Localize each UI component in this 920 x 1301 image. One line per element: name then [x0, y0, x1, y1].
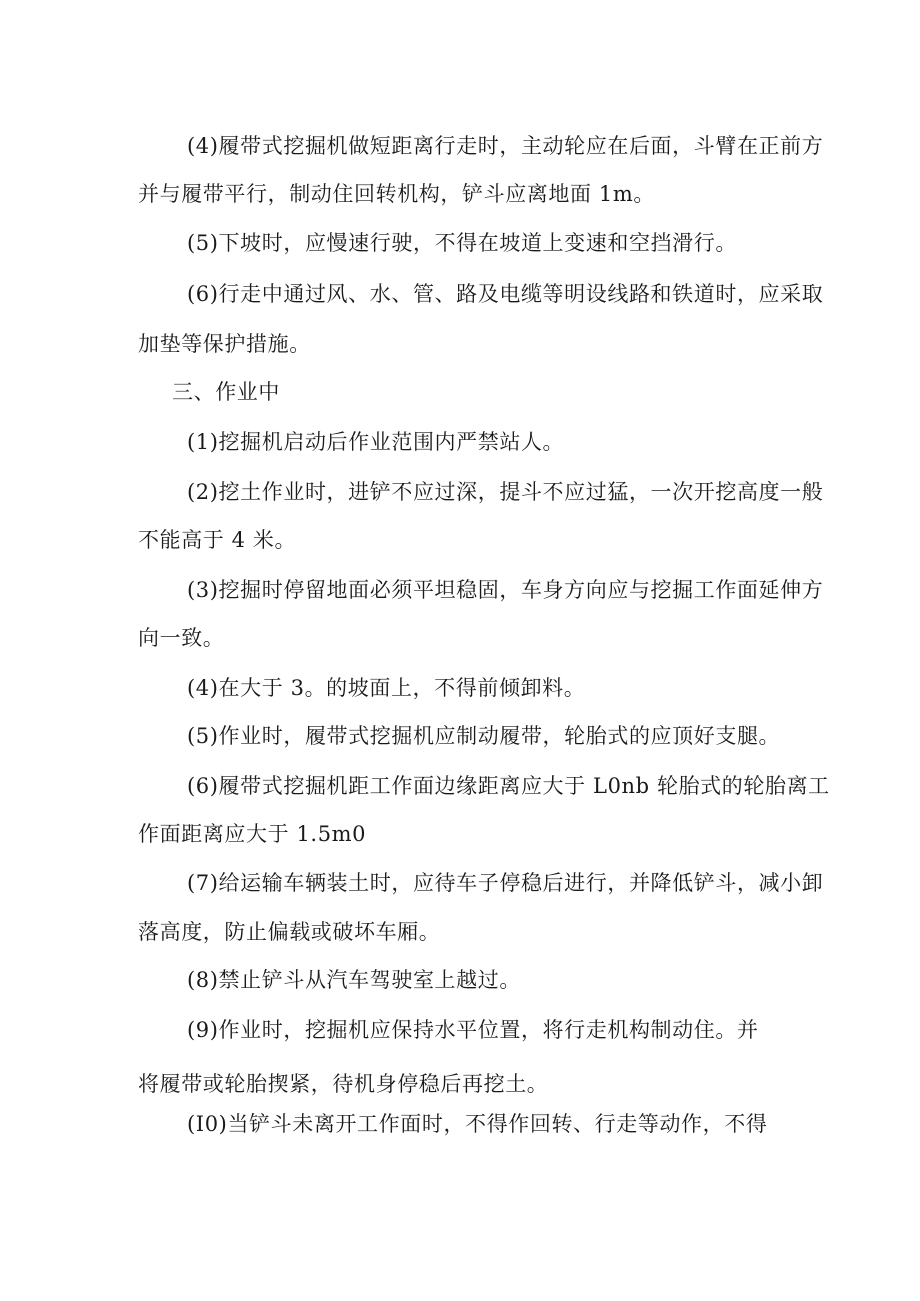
paragraph-line: (6)行走中通过风、水、管、路及电缆等明设线路和铁道时，应采取	[187, 282, 824, 306]
paragraph-line: 将履带或轮胎揳紧，待机身停稳后再挖土。	[138, 1072, 549, 1096]
paragraph-line: (2)挖土作业时，进铲不应过深，提斗不应过猛，一次开挖高度一般	[187, 480, 824, 504]
paragraph-line: (3)挖掘时停留地面必须平坦稳固，车身方向应与挖掘工作面延伸方	[187, 578, 824, 602]
paragraph-line: (8)禁止铲斗从汽车驾驶室上越过。	[187, 968, 521, 992]
paragraph-line: 不能高于 4 米。	[138, 528, 297, 552]
paragraph-line: (9)作业时，挖掘机应保持水平位置，将行走机构制动住。并	[187, 1018, 759, 1042]
paragraph-line: (4)履带式挖掘机做短距离行走时，主动轮应在后面，斗臂在正前方	[187, 134, 824, 158]
paragraph-line: (5)下坡时，应慢速行驶，不得在坡道上变速和空挡滑行。	[187, 231, 737, 255]
section-heading: 三、作业中	[172, 380, 280, 404]
paragraph-line: (1)挖掘机启动后作业范围内严禁站人。	[187, 430, 565, 454]
paragraph-line: 作面距离应大于 1.5m0	[138, 822, 367, 846]
paragraph-line: (4)在大于 3。的坡面上，不得前倾卸料。	[187, 676, 586, 700]
paragraph-line: (5)作业时，履带式挖掘机应制动履带，轮胎式的应顶好支腿。	[187, 724, 781, 748]
paragraph-line: 向一致。	[138, 626, 225, 650]
paragraph-line: 加垫等保护措施。	[138, 332, 311, 356]
paragraph-line: (I0)当铲斗未离开工作面时，不得作回转、行走等动作，不得	[187, 1112, 768, 1136]
paragraph-line: 并与履带平行，制动住回转机构，铲斗应离地面 1m。	[138, 182, 655, 206]
paragraph-line: (6)履带式挖掘机距工作面边缘距离应大于 L0nb 轮胎式的轮胎离工	[187, 774, 830, 798]
paragraph-line: 落高度，防止偏载或破坏车厢。	[138, 920, 441, 944]
paragraph-line: (7)给运输车辆装土时，应待车子停稳后进行，并降低铲斗，减小卸	[187, 871, 824, 895]
